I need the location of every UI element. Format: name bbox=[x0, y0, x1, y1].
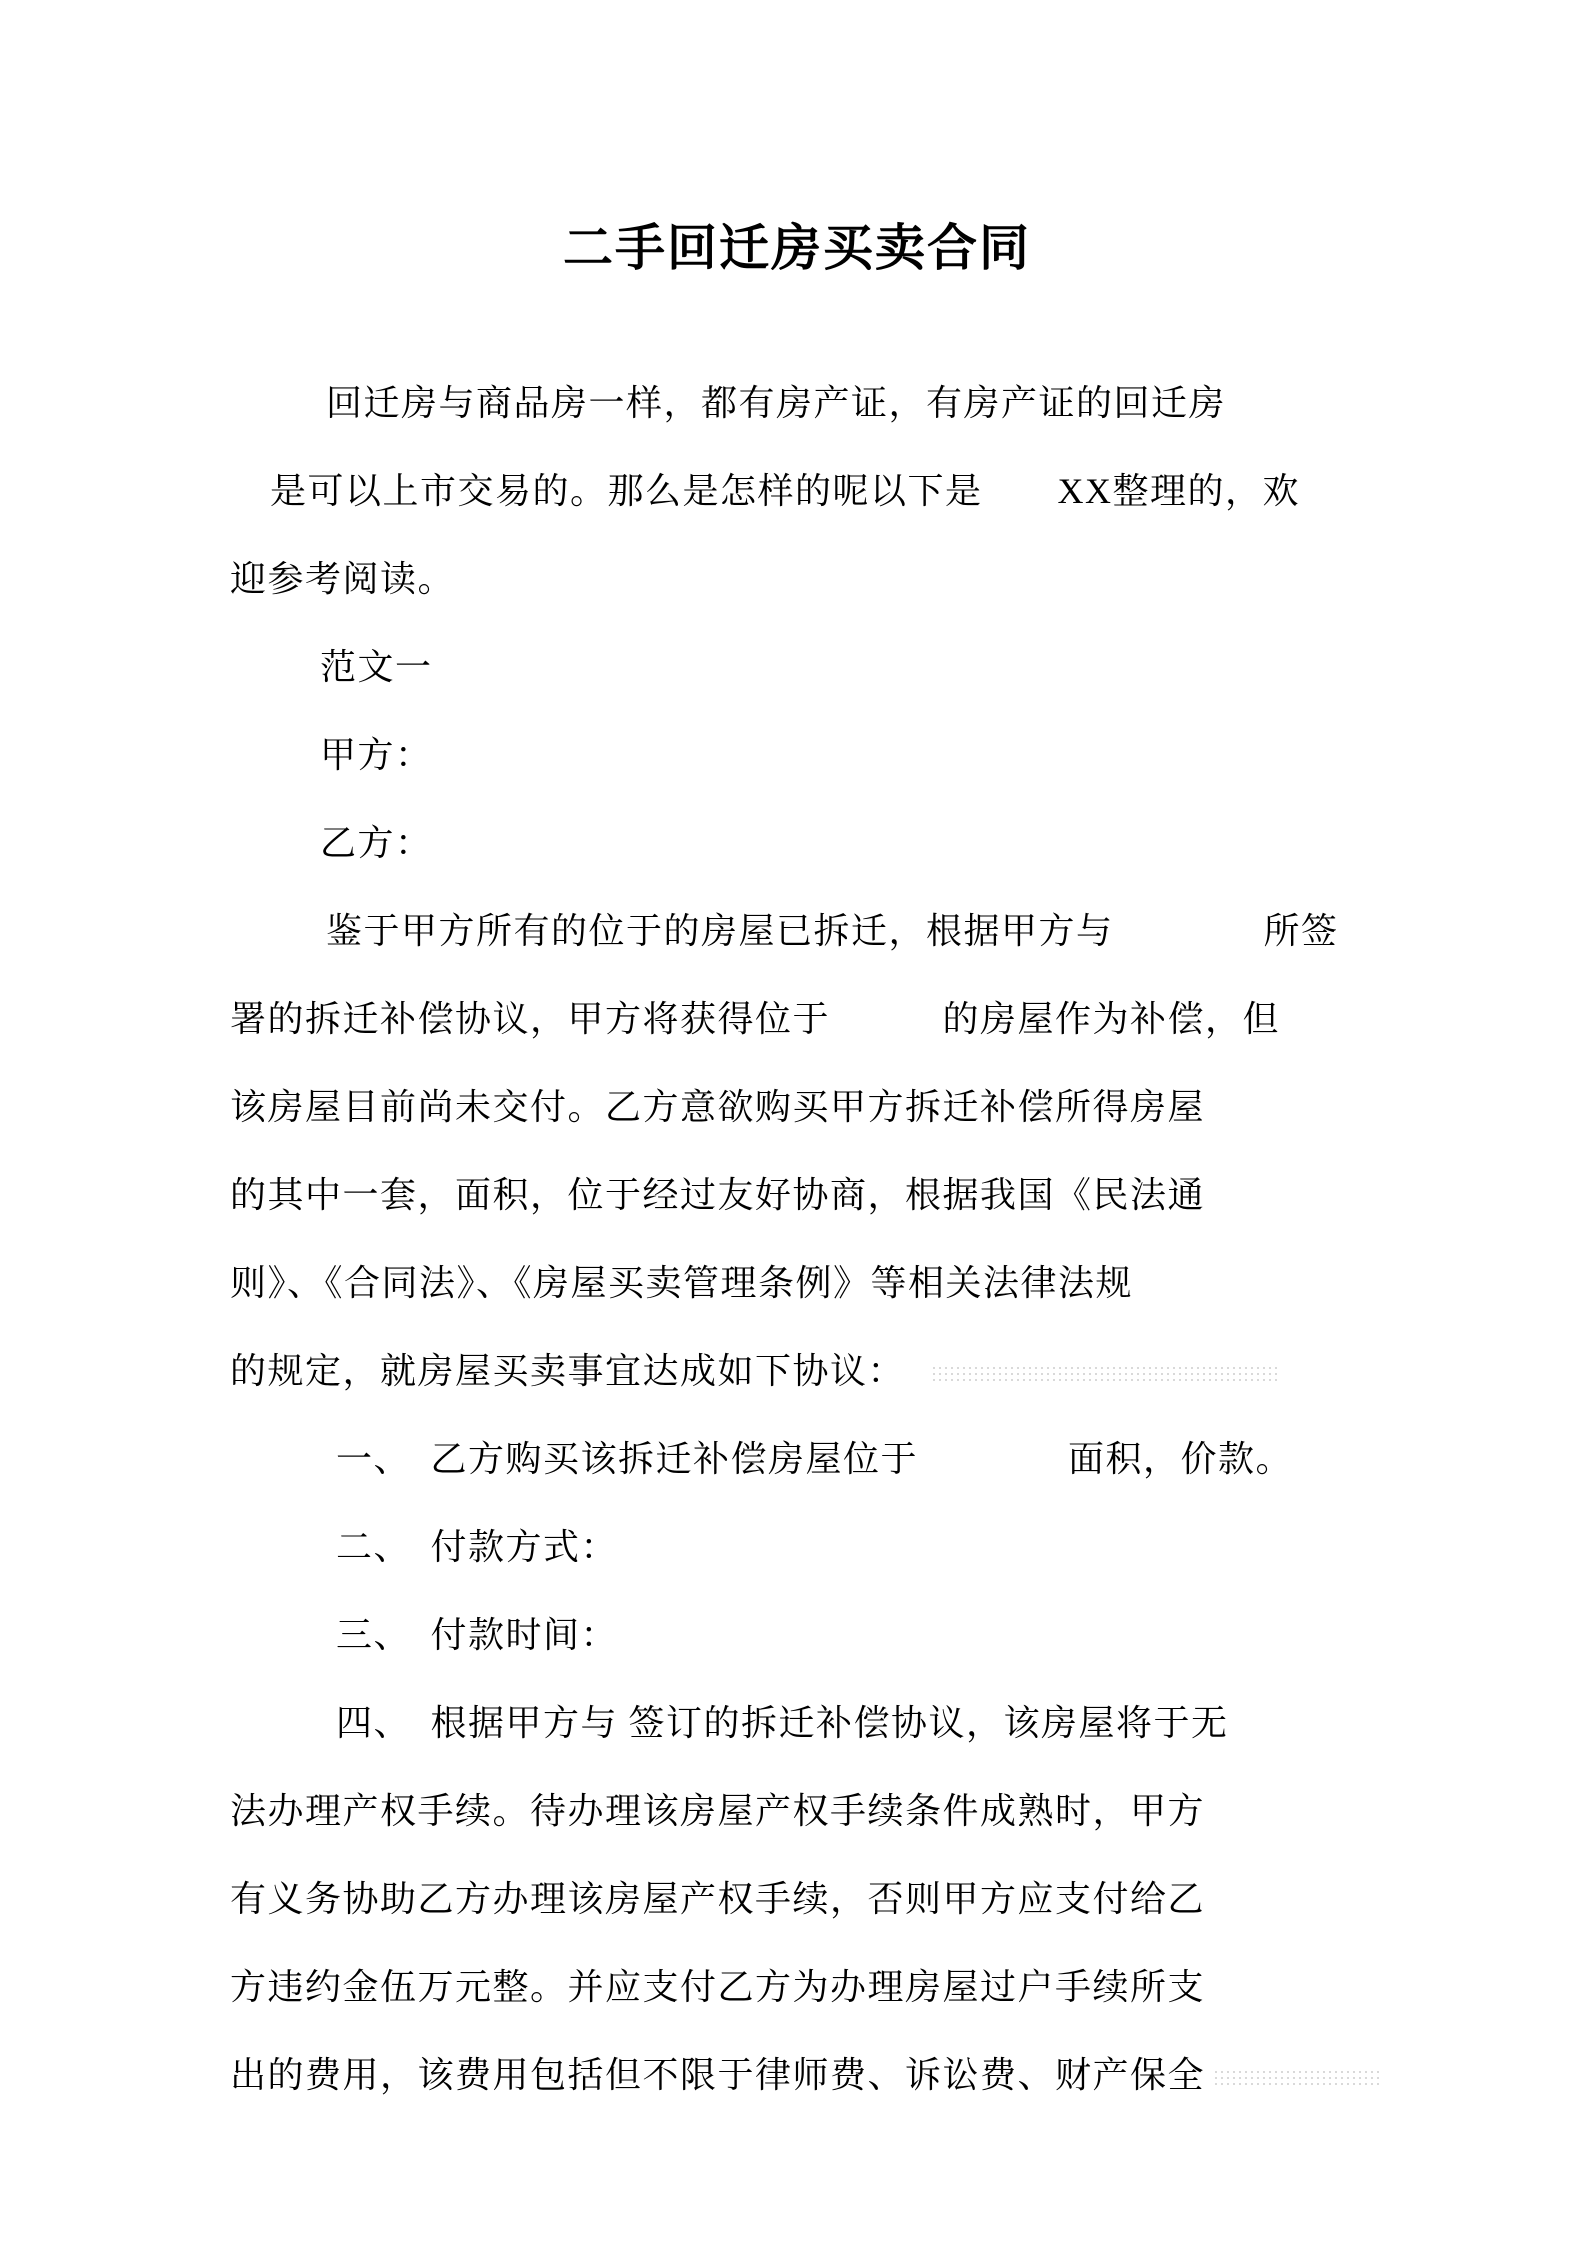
line-text: 迎参考阅读。 bbox=[230, 559, 456, 599]
paragraph-line bbox=[230, 1943, 1450, 2031]
line-text: 的其中一套，面积，位于经过友好协商，根据我国《民法通 bbox=[230, 1175, 1206, 1215]
line-text: 该房屋目前尚未交付。乙方意欲购买甲方拆迁补偿所得房屋 bbox=[230, 1087, 1206, 1127]
line-text: 方违约金伍万元整。并应支付乙方为办理房屋过户手续所支 bbox=[230, 1967, 1206, 2007]
party-a-line bbox=[230, 711, 1450, 799]
line-text: 署的拆迁补偿协议，甲方将获得位于 的房屋作为补偿，但 bbox=[230, 999, 1281, 1039]
list-item-line bbox=[230, 1679, 1450, 1767]
line-text: 鉴于甲方所有的位于的房屋已拆迁，根据甲方与 所签 bbox=[326, 911, 1339, 951]
list-item-line bbox=[230, 1591, 1450, 1679]
section-heading-line bbox=[230, 623, 1450, 711]
paragraph-line bbox=[230, 2031, 1450, 2119]
line-text: 回迁房与商品房一样，都有房产证，有房产证的回迁房 bbox=[326, 383, 1227, 423]
line-text: 四、 根据甲方与 签订的拆迁补偿协议，该房屋将于无 bbox=[336, 1703, 1229, 1743]
document-body bbox=[230, 359, 1450, 2119]
line-text: 三、 付款时间： bbox=[336, 1615, 619, 1655]
document-title: 二手回迁房买卖合同 bbox=[563, 220, 1031, 276]
line-text: 乙方： bbox=[320, 823, 433, 863]
line-text: 则》、《合同法》、《房屋买卖管理条例》等相关法律法规 bbox=[230, 1263, 1134, 1303]
paragraph-line bbox=[230, 447, 1450, 535]
line-text: 的规定，就房屋买卖事宜达成如下协议： bbox=[230, 1351, 906, 1391]
paragraph-line bbox=[230, 1063, 1450, 1151]
paragraph-line bbox=[230, 1327, 1450, 1415]
line-text: 是可以上市交易的。那么是怎样的呢以下是 XX整理的，欢 bbox=[270, 471, 1300, 511]
paragraph-line bbox=[230, 1855, 1450, 1943]
line-text: 甲方： bbox=[320, 735, 433, 775]
paragraph-line bbox=[230, 1239, 1450, 1327]
paragraph-line bbox=[230, 1767, 1450, 1855]
paragraph-line bbox=[230, 887, 1450, 975]
line-text: 一、 乙方购买该拆迁补偿房屋位于 面积，价款。 bbox=[336, 1439, 1294, 1479]
faint-watermark bbox=[931, 1365, 1281, 1381]
line-text: 出的费用，该费用包括但不限于律师费、诉讼费、财产保全 bbox=[230, 2055, 1206, 2095]
party-b-line bbox=[230, 799, 1450, 887]
paragraph-line bbox=[230, 1151, 1450, 1239]
faint-watermark bbox=[1213, 2069, 1381, 2085]
paragraph-line bbox=[230, 535, 1450, 623]
list-item-line bbox=[230, 1415, 1450, 1503]
line-text: 范文一 bbox=[320, 647, 433, 687]
line-text: 二、 付款方式： bbox=[336, 1527, 619, 1567]
line-text: 法办理产权手续。待办理该房屋产权手续条件成熟时，甲方 bbox=[230, 1791, 1206, 1831]
paragraph-line bbox=[230, 359, 1450, 447]
line-text: 有义务协助乙方办理该房屋产权手续，否则甲方应支付给乙 bbox=[230, 1879, 1206, 1919]
paragraph-line bbox=[230, 975, 1450, 1063]
list-item-line bbox=[230, 1503, 1450, 1591]
